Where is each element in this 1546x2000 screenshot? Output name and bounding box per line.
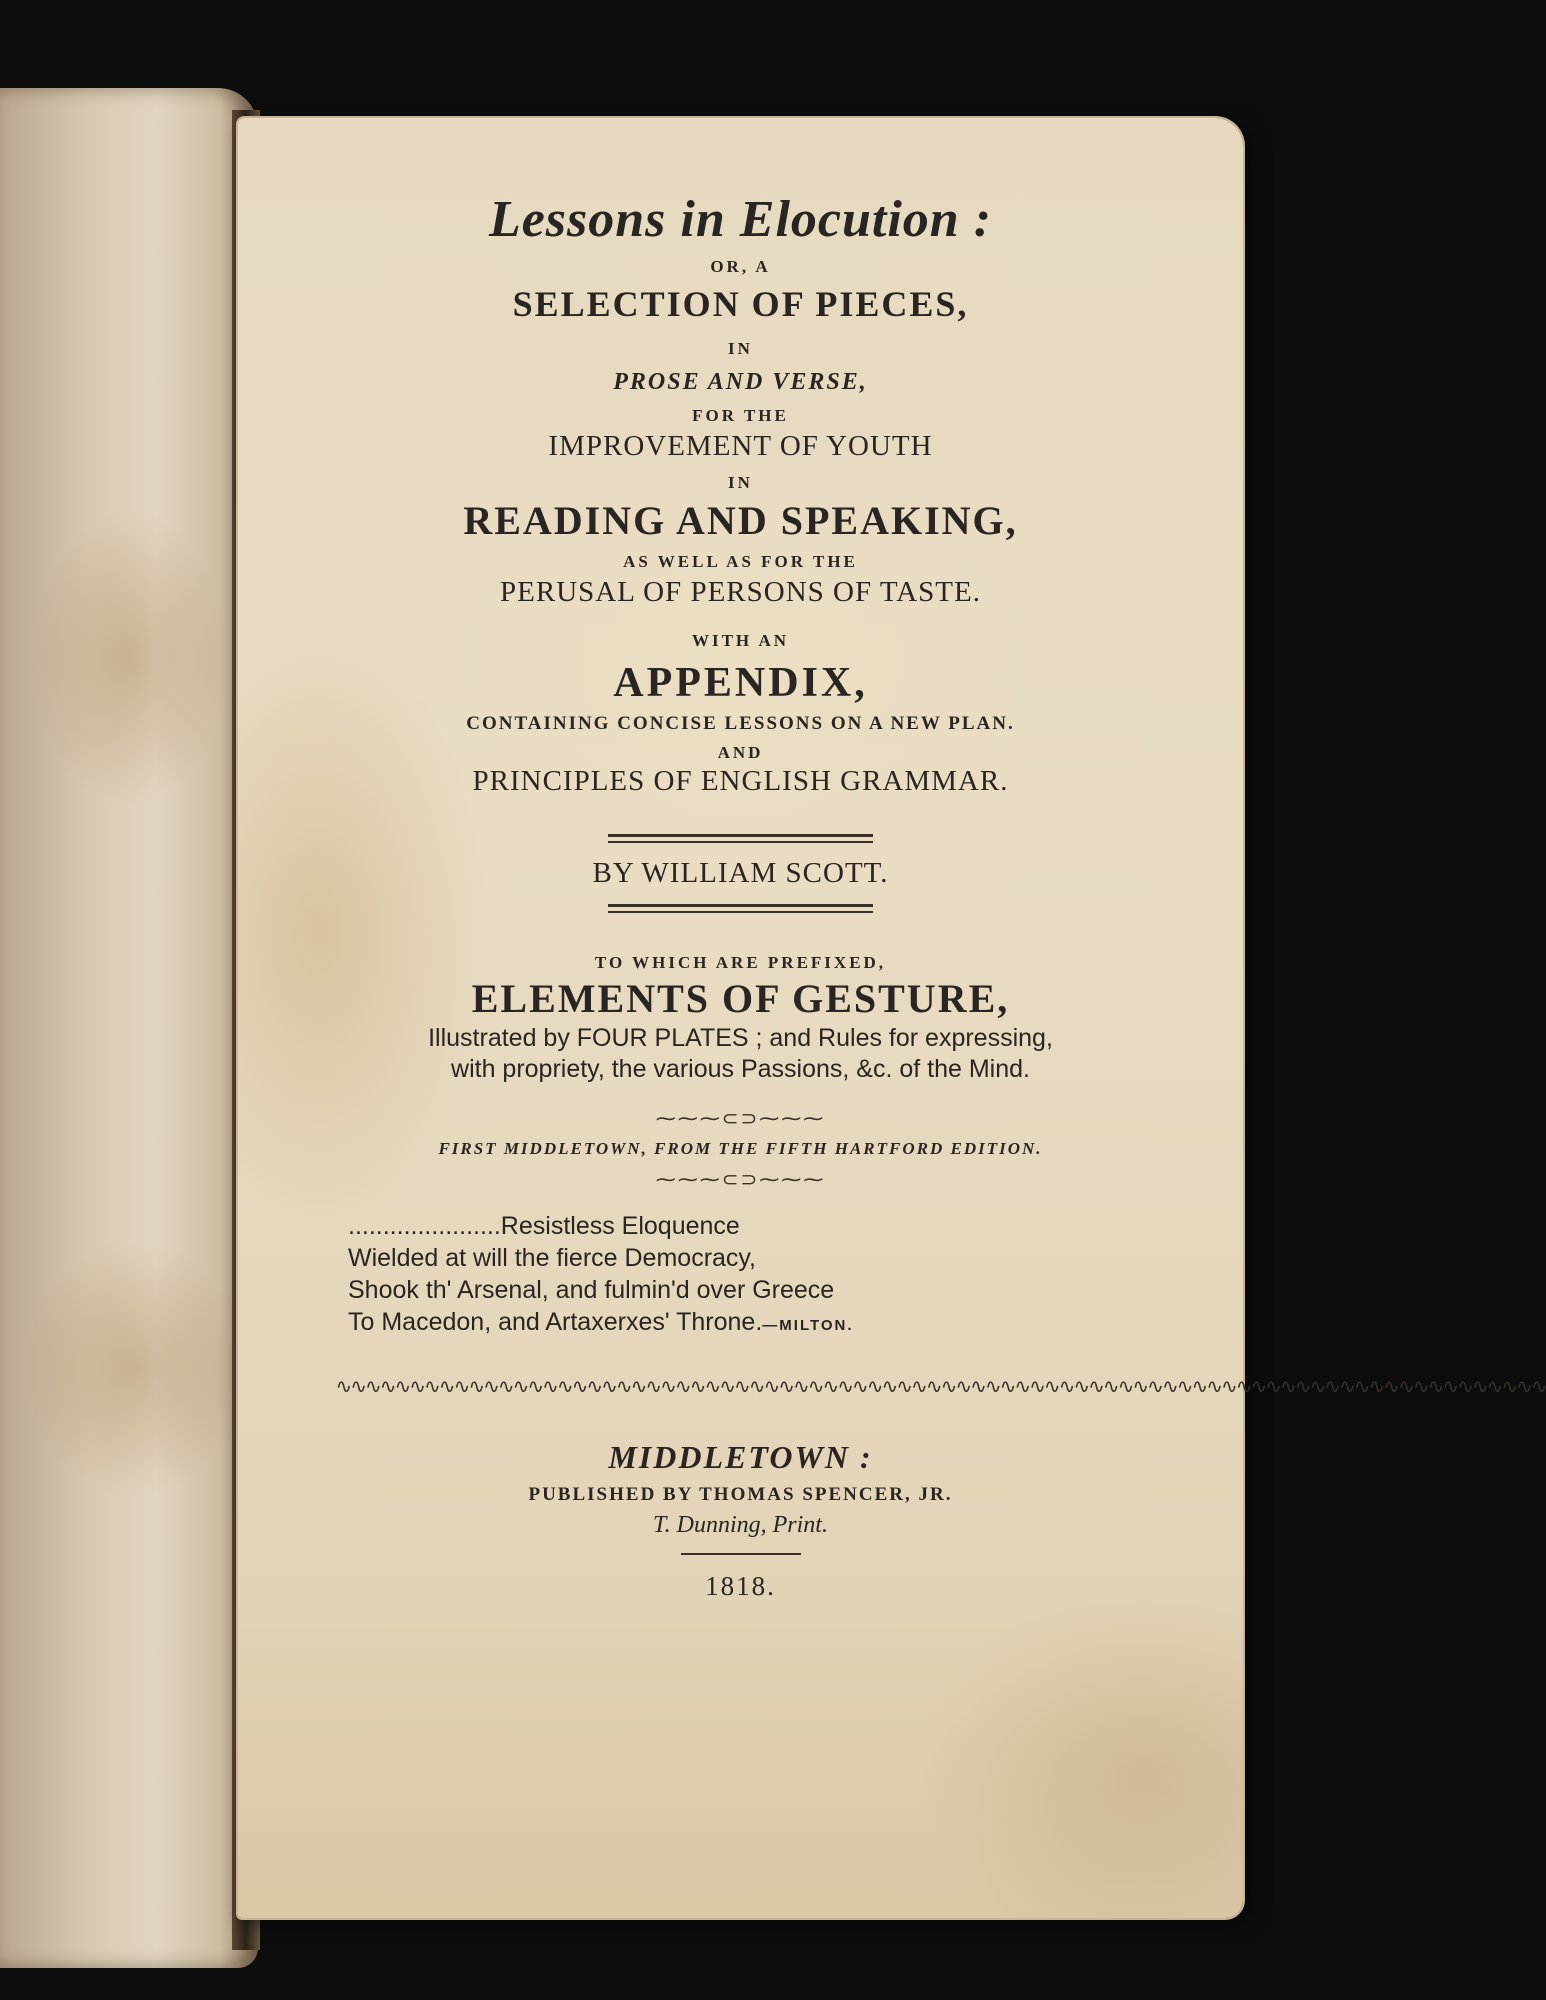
with-an-line: WITH AN xyxy=(691,631,790,650)
epigraph-author: —MILTON. xyxy=(762,1317,854,1334)
epigraph-line: Wielded at will the fierce Democracy, xyxy=(348,1244,757,1272)
epigraph-line: Shook th' Arsenal, and fulmin'd over Greece xyxy=(348,1276,835,1304)
and-line: AND xyxy=(717,743,764,762)
propriety-line: with propriety, the various Passions, &c. of the Mind. xyxy=(451,1055,1030,1083)
double-rule-top xyxy=(608,834,873,843)
scroll-ornament-2: ⁓⁓⁓⊂⊃⁓⁓⁓ xyxy=(655,1169,826,1191)
epigraph xyxy=(348,1210,1203,1342)
in-line-2: IN xyxy=(728,473,753,492)
containing-line: CONTAINING CONCISE LESSONS ON A NEW PLAN. xyxy=(466,713,1015,734)
scroll-ornament-1: ⁓⁓⁓⊂⊃⁓⁓⁓ xyxy=(655,1108,826,1130)
title-page-text xyxy=(278,190,1546,1602)
printer-line: T. Dunning, Print. xyxy=(653,1512,828,1538)
small-rule xyxy=(681,1553,801,1555)
improvement-line: IMPROVEMENT OF YOUTH xyxy=(548,430,933,462)
edition-line: FIRST MIDDLETOWN, FROM THE FIFTH HARTFORD EDITION. xyxy=(438,1139,1043,1158)
stain xyxy=(20,1238,250,1498)
as-well-line: AS WELL AS FOR THE xyxy=(623,552,858,571)
wavy-rule: ∿∿∿∿∿∿∿∿∿∿∿∿∿∿∿∿∿∿∿∿∿∿∿∿∿∿∿∿∿∿∿∿∿∿∿∿∿∿∿∿∿∿∿∿∿∿∿∿∿∿∿∿∿∿∿∿∿∿∿∿∿∿∿∿∿∿∿∿∿∿∿∿∿∿∿∿∿∿∿∿∿∿ xyxy=(335,1376,1546,1398)
selection-line: SELECTION OF PIECES, xyxy=(512,284,969,324)
prose-verse-line: PROSE AND VERSE, xyxy=(613,369,868,395)
title-page xyxy=(238,118,1546,1918)
in-line-1: IN xyxy=(728,339,753,358)
place-line: MIDDLETOWN : xyxy=(608,1439,873,1475)
or-a: OR, A xyxy=(710,257,771,276)
stain xyxy=(30,508,230,808)
publisher-line: PUBLISHED BY THOMAS SPENCER, JR. xyxy=(528,1484,953,1505)
double-rule-bottom xyxy=(608,904,873,913)
perusal-line: PERUSAL OF PERSONS OF TASTE. xyxy=(500,576,981,608)
year-line: 1818. xyxy=(705,1571,776,1601)
illustrated-line: Illustrated by FOUR PLATES ; and Rules for expressing, xyxy=(428,1024,1053,1052)
elements-line: ELEMENTS OF GESTURE, xyxy=(471,976,1010,1021)
book-title: Lessons in Elocution : xyxy=(488,191,993,248)
prefixed-line: TO WHICH ARE PREFIXED, xyxy=(594,953,887,972)
left-page xyxy=(0,88,258,1968)
principles-line: PRINCIPLES OF ENGLISH GRAMMAR. xyxy=(472,765,1009,797)
epigraph-line: To Macedon, and Artaxerxes' Throne. xyxy=(348,1308,763,1336)
epigraph-line: ......................Resistless Eloquence xyxy=(348,1212,740,1240)
appendix-line: APPENDIX, xyxy=(613,660,868,706)
author-line: BY WILLIAM SCOTT. xyxy=(592,857,889,889)
for-the-line: FOR THE xyxy=(692,406,789,425)
reading-line: READING AND SPEAKING, xyxy=(463,498,1018,543)
